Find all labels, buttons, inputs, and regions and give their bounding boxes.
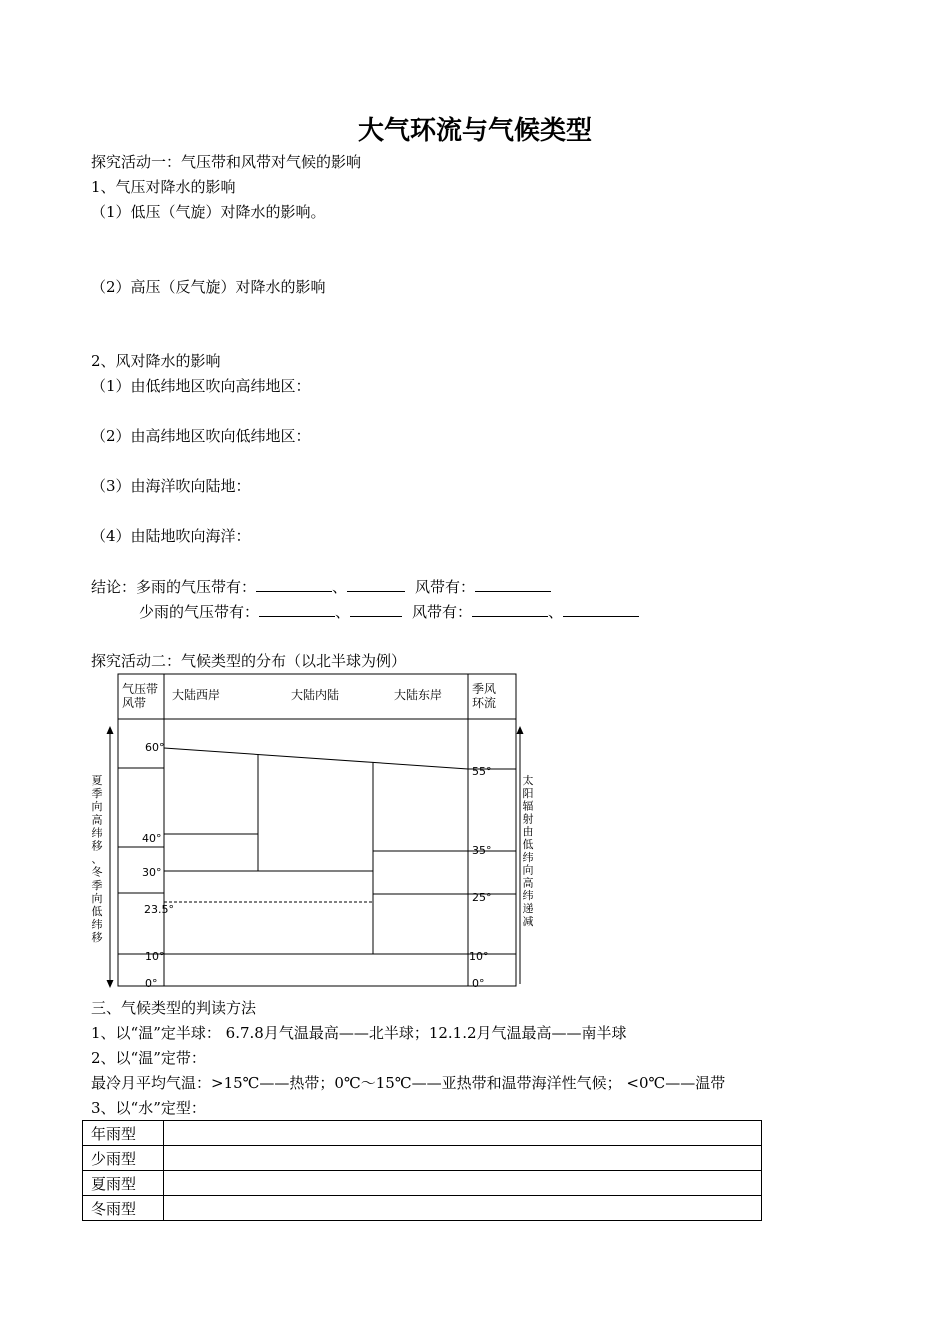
lat-label-40: 40° <box>142 832 162 845</box>
lat-label-25: 25° <box>472 891 492 904</box>
diagram-border <box>118 674 516 986</box>
climate-diagram <box>86 672 536 990</box>
question-2-4: （4）由陆地吹向海洋： <box>91 527 251 545</box>
header-belt-1: 气压带 <box>122 682 159 696</box>
question-1-1: （1）低压（气旋）对降水的影响。 <box>91 203 326 221</box>
rain-type-table <box>82 1120 762 1221</box>
vertical-caption-char: 高 <box>522 876 534 890</box>
vertical-caption-char: 阳 <box>522 786 534 800</box>
section3-p1: 1、以“温”定半球： 6.7.8月气温最高——北半球；12.1.2月气温最高——南半球 <box>91 1024 627 1042</box>
lat-label-60: 60° <box>145 741 165 754</box>
answer-cell[interactable] <box>164 1171 762 1196</box>
vertical-caption-char: 低 <box>91 905 103 918</box>
vertical-caption-char: 射 <box>522 812 534 826</box>
vertical-caption-char: 纬 <box>522 850 534 864</box>
activity2-heading: 探究活动二：气候类型的分布（以北半球为例） <box>91 652 407 670</box>
vertical-caption-char: 向 <box>522 863 534 877</box>
section3-p2: 2、以“温”定带： <box>91 1049 206 1067</box>
wind-label: 风带有： <box>415 578 476 596</box>
answer-cell[interactable] <box>164 1196 762 1221</box>
question-2-2: （2）由高纬地区吹向低纬地区： <box>91 427 311 445</box>
separator: 、 <box>335 603 351 621</box>
left-arrow-up-head <box>107 726 114 734</box>
conclusion-rainy <box>91 577 551 596</box>
lat-label-23-5: 23.5° <box>144 903 174 916</box>
answer-cell[interactable] <box>164 1146 762 1171</box>
conclusion-prefix: 结论： <box>91 578 137 596</box>
answer-blank[interactable] <box>563 602 639 617</box>
activity1-heading: 探究活动一：气压带和风带对气候的影响 <box>91 153 362 171</box>
vertical-caption-char: 纬 <box>91 918 103 932</box>
vertical-caption-char: 辐 <box>522 799 534 813</box>
rain-type-label: 冬雨型 <box>83 1196 164 1221</box>
answer-blank[interactable] <box>472 602 548 617</box>
table-row <box>83 1171 762 1196</box>
question-1-2: （2）高压（反气旋）对降水的影响 <box>91 278 326 296</box>
table-row <box>83 1146 762 1171</box>
vertical-caption-char: 季 <box>91 787 103 801</box>
header-monsoon-2: 环流 <box>472 696 497 710</box>
vertical-caption-char: 移 <box>91 931 103 945</box>
left-arrow-down-head <box>107 980 114 988</box>
rain-type-label: 少雨型 <box>83 1146 164 1171</box>
answer-blank[interactable] <box>350 602 402 617</box>
dry-label: 少雨的气压带有： <box>139 603 260 621</box>
answer-blank[interactable] <box>256 577 332 592</box>
lat-label-0-right: 0° <box>472 977 485 990</box>
answer-blank[interactable] <box>347 577 405 592</box>
conclusion-dry <box>139 602 639 621</box>
answer-blank[interactable] <box>475 577 551 592</box>
section3-heading: 三、气候类型的判读方法 <box>91 999 257 1017</box>
lat-label-10-left: 10° <box>145 950 165 963</box>
page-title: 大气环流与气候类型 <box>357 116 592 146</box>
rain-type-label: 夏雨型 <box>83 1171 164 1196</box>
vertical-caption-char: 纬 <box>522 889 534 903</box>
header-belt-2: 风带 <box>122 696 147 710</box>
vertical-caption-char: 高 <box>91 813 103 827</box>
wind-label: 风带有： <box>412 603 473 621</box>
vertical-caption-char: 太 <box>522 774 534 787</box>
right-arrow-caption <box>523 773 534 928</box>
table-row <box>83 1121 762 1146</box>
separator: 、 <box>548 603 564 621</box>
lat-label-0-left: 0° <box>145 977 158 990</box>
section-1-heading: 1、气压对降水的影响 <box>91 178 236 196</box>
rainy-label: 多雨的气压带有： <box>136 578 257 596</box>
vertical-caption-char: 、 <box>91 852 103 866</box>
separator: 、 <box>332 578 348 596</box>
upper-boundary-line <box>164 748 468 769</box>
vertical-caption-char: 低 <box>522 838 534 851</box>
left-arrow-caption <box>92 774 103 944</box>
section-2-heading: 2、风对降水的影响 <box>91 352 221 370</box>
rain-type-label: 年雨型 <box>83 1121 164 1146</box>
question-2-3: （3）由海洋吹向陆地： <box>91 477 251 495</box>
header-east-coast: 大陆东岸 <box>394 688 443 702</box>
vertical-caption-char: 季 <box>91 878 103 892</box>
section3-p2-detail: 最冷月平均气温：>15℃——热带；0℃～15℃——亚热带和温带海洋性气候； <0℃——温带 <box>91 1074 726 1092</box>
answer-blank[interactable] <box>259 602 335 617</box>
lat-label-30: 30° <box>142 866 162 879</box>
table-row <box>83 1196 762 1221</box>
vertical-caption-char: 向 <box>91 800 103 814</box>
question-2-1: （1）由低纬地区吹向高纬地区： <box>91 377 311 395</box>
header-west-coast: 大陆西岸 <box>172 688 221 702</box>
vertical-caption-char: 减 <box>522 914 534 928</box>
vertical-caption-char: 夏 <box>91 774 103 787</box>
vertical-caption-char: 冬 <box>91 865 103 879</box>
right-arrow-up-head <box>517 726 524 734</box>
lat-label-55: 55° <box>472 765 492 778</box>
vertical-caption-char: 由 <box>522 825 534 839</box>
vertical-caption-char: 向 <box>91 891 103 905</box>
vertical-caption-char: 移 <box>91 839 103 853</box>
vertical-caption-char: 递 <box>522 902 534 915</box>
lat-label-35: 35° <box>472 844 492 857</box>
section3-p3: 3、以“水”定型： <box>91 1099 206 1117</box>
lat-label-10-right: 10° <box>469 950 489 963</box>
header-monsoon-1: 季风 <box>472 682 497 696</box>
header-inland: 大陆内陆 <box>291 688 340 702</box>
answer-cell[interactable] <box>164 1121 762 1146</box>
vertical-caption-char: 纬 <box>91 826 103 840</box>
